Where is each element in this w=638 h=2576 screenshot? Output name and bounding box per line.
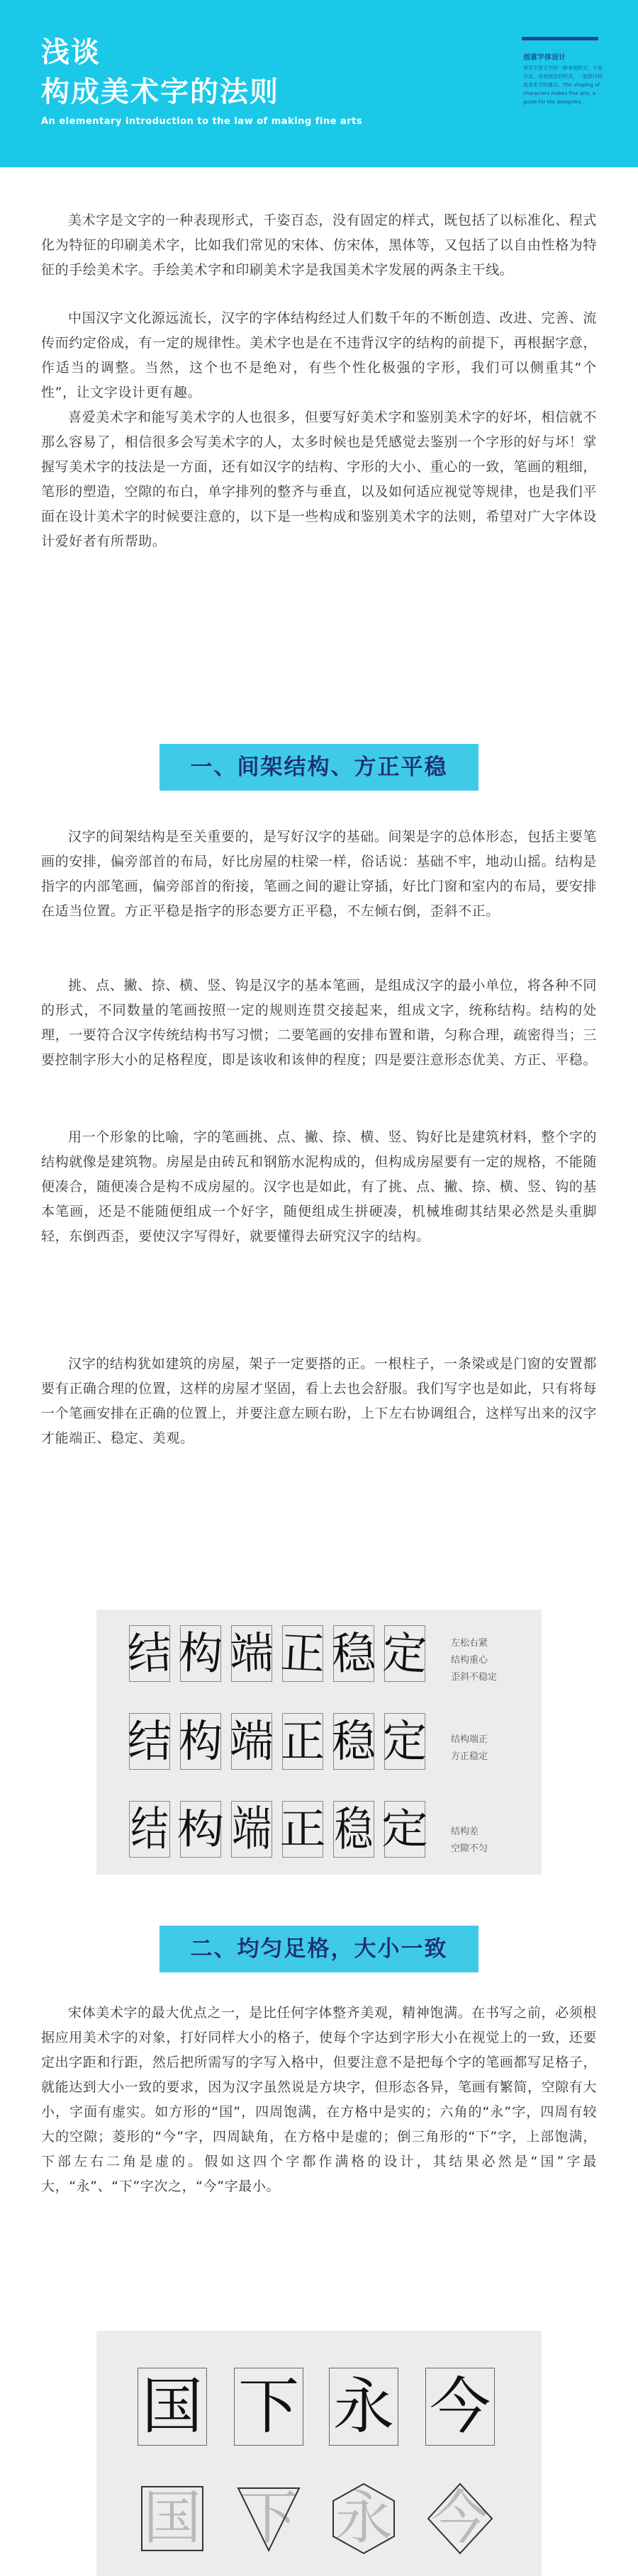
demo-char: 稳 bbox=[330, 1626, 377, 1680]
triangle-outline-icon bbox=[234, 2480, 303, 2558]
demo-char-cell bbox=[227, 1618, 276, 1689]
size-demo-cell bbox=[138, 2368, 207, 2446]
demo-char-cell bbox=[278, 1794, 328, 1865]
demo-note-1: 左松右紧 结构重心 歪斜不稳定 bbox=[451, 1638, 498, 1683]
page-title-line1: 浅谈 bbox=[41, 36, 101, 69]
header-banner bbox=[0, 0, 638, 167]
demo-row-3 bbox=[125, 1794, 437, 1865]
shape-demo-char: 国 bbox=[142, 2485, 201, 2552]
size-demo-char: 今 bbox=[430, 2371, 491, 2442]
size-demo-char: 永 bbox=[333, 2371, 394, 2442]
demo-char: 正 bbox=[279, 1804, 326, 1854]
section-1-paragraph-2: 挑、点、撇、捺、横、竖、钩是汉字的基本笔画，是组成汉字的最小单位，将各种不同的形式，不同数量的笔画按照一定的规则连贯交接起来，组成文字，统称结构。结构的处理，一要符合汉字传统结构书写习惯；二要笔画的安排布置和谐，匀称合理，疏密得当；三要控制字形大小的足格程度，即是该收和该伸的程度；四是要注意形态优美、方正、平稳。 bbox=[41, 978, 598, 1068]
demo-char: 端 bbox=[229, 1715, 274, 1767]
demo-char: 定 bbox=[381, 1804, 428, 1853]
demo-row-2 bbox=[125, 1706, 437, 1777]
shape-demo-diamond bbox=[425, 2480, 495, 2558]
shape-demo-char: 永 bbox=[334, 2485, 393, 2552]
hexagon-outline-icon bbox=[329, 2480, 398, 2558]
intro-paragraph-2: 中国汉字文化源远流长，汉字的字体结构经过人们数千年的不断创造、改进、完善、流传而约定俗成，有一定的规律性。美术字也是在不违背汉字的结构的前提下，再根据字意，作适当的调整。当然，这个也不是绝对，有些个性化极强的字形，我们可以侧重其“个性”，让文字设计更有趣。 bbox=[41, 310, 598, 400]
demo-char-cell bbox=[329, 1794, 379, 1865]
demo-char: 结 bbox=[130, 1802, 169, 1856]
demo-char: 构 bbox=[178, 1715, 223, 1767]
shape-demo-triangle bbox=[234, 2480, 303, 2558]
section-1-paragraph-4: 汉字的结构犹如建筑的房屋，架子一定要搭的正。一根柱子，一条梁或是门窗的安置都要有正确合理的位置，这样的房屋才坚固，看上去也会舒服。我们写字也是如此，只有将每一个笔画安排在正确的位置上，并要注意左顾右盼，上下左右协调组合，这样写出来的汉字才能端正、稳定、美观。 bbox=[41, 1356, 598, 1446]
intro-paragraph-1: 美术字是文字的一种表现形式，千姿百态，没有固定的样式，既包括了以标准化、程式化为特征的印刷美术字，比如我们常见的宋体、仿宋体，黑体等，又包括了以自由性格为特征的手绘美术字。手绘美术字和印刷美术字是我国美术字发展的两条主干线。 bbox=[41, 213, 598, 278]
demo-char: 稳 bbox=[331, 1715, 376, 1767]
section-2-title: 二、均匀足格，大小一致 bbox=[160, 1926, 478, 1972]
header-description: 美术字是文字的一种表现形式，千姿百态，没有固定的样式，一起探讨构成美术字的要点。The shaping of characters makes fine arts, a guide for the designers. bbox=[523, 65, 603, 105]
page-title-line2: 构成美术字的法则 bbox=[41, 76, 279, 108]
structure-demo-panel bbox=[96, 1610, 542, 1875]
demo-char-cell bbox=[380, 1618, 430, 1689]
demo-char: 构 bbox=[177, 1626, 224, 1680]
demo-char-cell bbox=[176, 1794, 225, 1865]
demo-char: 正 bbox=[280, 1715, 325, 1767]
shape-demo-char: 下 bbox=[239, 2485, 298, 2552]
demo-char-cell bbox=[278, 1706, 328, 1777]
demo-char-cell bbox=[278, 1618, 328, 1689]
demo-char: 定 bbox=[381, 1626, 428, 1680]
shape-demo-hexagon bbox=[329, 2480, 398, 2558]
size-demo-cell bbox=[329, 2368, 398, 2446]
demo-char: 正 bbox=[279, 1626, 326, 1680]
shape-demo-char: 今 bbox=[430, 2485, 489, 2552]
square-outline-icon bbox=[138, 2480, 207, 2558]
demo-char: 构 bbox=[177, 1804, 225, 1853]
section-1-title: 一、间架结构、方正平稳 bbox=[160, 744, 478, 791]
demo-char-cell bbox=[125, 1794, 174, 1865]
demo-char-cell bbox=[227, 1706, 276, 1777]
size-demo-char: 国 bbox=[142, 2371, 203, 2442]
demo-row-1 bbox=[125, 1618, 437, 1689]
demo-char-cell bbox=[329, 1618, 379, 1689]
demo-char-cell bbox=[380, 1794, 430, 1865]
demo-char-cell bbox=[380, 1706, 430, 1777]
demo-char-cell bbox=[176, 1706, 225, 1777]
demo-char-cell bbox=[227, 1794, 276, 1865]
demo-char: 稳 bbox=[334, 1801, 374, 1857]
demo-char: 结 bbox=[127, 1715, 172, 1767]
demo-char-cell bbox=[125, 1706, 174, 1777]
demo-char: 端 bbox=[232, 1801, 272, 1857]
demo-char: 端 bbox=[228, 1626, 275, 1680]
section-1-paragraph-3: 用一个形象的比喻，字的笔画挑、点、撇、捺、横、竖、钩好比是建筑材料，整个字的结构就像是建筑物。房屋是由砖瓦和钢筋水泥构成的，但构成房屋要有一定的规格，不能随便凑合，随便凑合是构不成房屋的。汉字也是如此，有了挑、点、撇、捺、横、竖、钩的基本笔画，还是不能随便组成一个好字，随便组成生拼硬凑，机械堆砌其结果必然是头重脚轻，东倒西歪，要使汉字写得好，就要懂得去研究汉字的结构。 bbox=[41, 1129, 598, 1244]
size-demo-panel bbox=[96, 2331, 542, 2576]
demo-note-3: 结构差 空隙不匀 bbox=[451, 1826, 488, 1854]
demo-note-2: 结构端正 方正稳定 bbox=[451, 1734, 488, 1762]
header-tag: 创意字体设计 bbox=[523, 54, 566, 62]
demo-char: 结 bbox=[126, 1626, 173, 1680]
demo-char-cell bbox=[125, 1618, 174, 1689]
size-demo-char: 下 bbox=[238, 2371, 299, 2442]
section-2-paragraph-1: 宋体美术字的最大优点之一，是比任何字体整齐美观，精神饱满。在书写之前，必须根据应用美术字的对象，打好同样大小的格子，使每个字达到字形大小在视觉上的一致，还要定出字距和行距，然后把所需写的字写入格中，但要注意不是把每个字的笔画都写足格子，就能达到大小一致的要求，因为汉字虽然说是方块字，但形态各异，笔画有繁简，空隙有大小，字面有虚实。如方形的“国”，四周饱满，在方格中是实的；六角的“永”字，四周有较大的空隙；菱形的“今”字，四周缺角，在方格中是虚的；倒三角形的“下”字，上部饱满，下部左右二角是虚的。假如这四个字都作满格的设计，其结果必然是“国”字最大，“永”、“下”字次之，“今”字最小。 bbox=[41, 2005, 598, 2194]
diamond-outline-icon bbox=[425, 2480, 495, 2558]
header-accent-bar bbox=[522, 37, 598, 40]
english-subtitle: An elementary introduction to the law of making fine arts bbox=[41, 116, 363, 127]
intro-paragraph-3: 喜爱美术字和能写美术字的人也很多，但要写好美术字和鉴别美术字的好坏，相信就不那么容易了，相信很多会写美术字的人，太多时候也是凭感觉去鉴别一个字形的好与坏！掌握写美术字的技法是一方面，还有如汉字的结构、字形的大小、重心的一致，笔画的粗细，笔形的塑造，空隙的布白，单字排列的整齐与垂直，以及如何适应视觉等规律，也是我们平面在设计美术字的时候要注意的，以下是一些构成和鉴别美术字的法则，希望对广大字体设计爱好者有所帮助。 bbox=[41, 409, 598, 549]
section-1-paragraph-1: 汉字的间架结构是至关重要的，是写好汉字的基础。间架是字的总体形态，包括主要笔画的安排，偏旁部首的布局，好比房屋的柱梁一样，俗话说：基础不牢，地动山摇。结构是指字的内部笔画，偏旁部首的衔接，笔画之间的避让穿插，好比门窗和室内的布局，要安排在适当位置。方正平稳是指字的形态要方正平稳，不左倾右倒，歪斜不正。 bbox=[41, 829, 598, 919]
demo-char-cell bbox=[176, 1618, 225, 1689]
shape-demo-square bbox=[138, 2480, 207, 2558]
demo-char-cell bbox=[329, 1706, 379, 1777]
demo-char: 定 bbox=[382, 1715, 427, 1767]
size-demo-cell bbox=[425, 2368, 495, 2446]
size-demo-cell bbox=[234, 2368, 303, 2446]
